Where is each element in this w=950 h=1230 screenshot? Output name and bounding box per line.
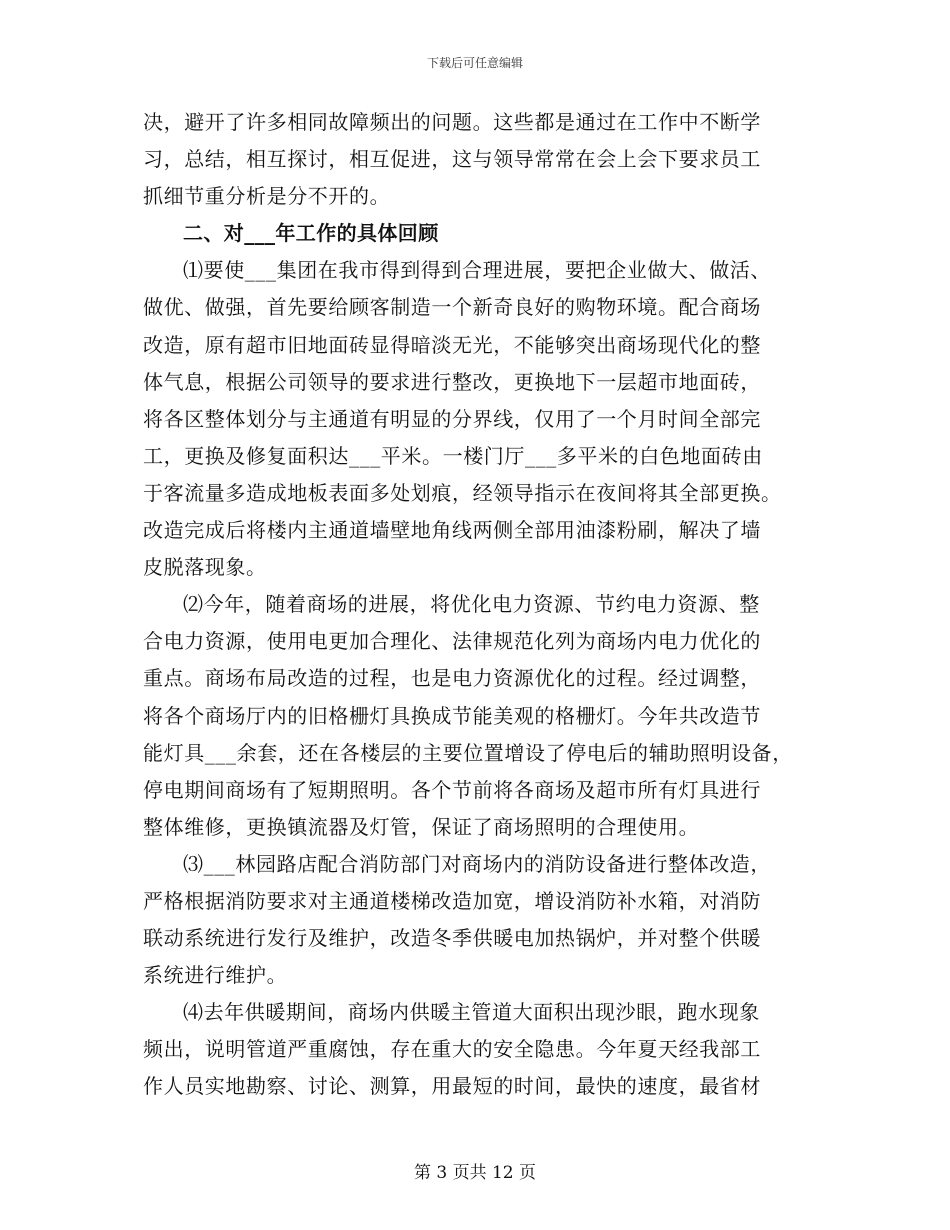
body-line: 将各个商场厅内的旧格栅灯具换成节能美观的格栅灯。今年共改造节 — [143, 703, 761, 728]
body-line: 改造，原有超市旧地面砖显得暗淡无光，不能够突出商场现代化的整 — [143, 332, 761, 357]
paragraph-start-line: ⑵今年，随着商场的进展，将优化电力资源、节约电力资源、整 — [183, 592, 760, 617]
body-line: 能灯具___余套，还在各楼层的主要位置增设了停电后的辅助照明设备， — [143, 740, 793, 765]
body-line: 停电期间商场有了短期照明。各个节前将各商场及超市所有灯具进行 — [143, 777, 761, 802]
page-header: 下载后可任意编辑 — [426, 56, 523, 70]
paragraph-start-line: ⑴要使___集团在我市得到得到合理进展，要把企业做大、做活、 — [183, 258, 771, 283]
body-line: 体气息，根据公司领导的要求进行整改，更换地下一层超市地面砖， — [143, 369, 761, 394]
body-line: 皮脱落现象。 — [143, 555, 267, 580]
page-footer: 第 3 页共 12 页 — [413, 1163, 537, 1183]
paragraph-start-line: ⑷去年供暖期间，商场内供暖主管道大面积出现沙眼，跑水现象 — [183, 1000, 760, 1025]
body-line: 合电力资源，使用电更加合理化、法律规范化列为商场内电力优化的 — [143, 629, 761, 654]
body-line: 作人员实地勘察、讨论、测算，用最短的时间，最快的速度，最省材 — [143, 1074, 761, 1099]
body-line: 整体维修，更换镇流器及灯管，保证了商场照明的合理使用。 — [143, 814, 700, 839]
body-line: 重点。商场布局改造的过程，也是电力资源优化的过程。经过调整， — [143, 666, 761, 691]
section-heading: 二、对___年工作的具体回顾 — [183, 221, 439, 246]
body-line: 将各区整体划分与主通道有明显的分界线，仅用了一个月时间全部完 — [143, 406, 761, 431]
body-line: 改造完成后将楼内主通道墙壁地角线两侧全部用油漆粉刷，解决了墙 — [143, 518, 761, 543]
document-body — [143, 104, 815, 1106]
body-line: 工，更换及修复面积达___平米。一楼门厅___多平米的白色地面砖由 — [143, 443, 763, 468]
body-line: 做优、做强，首先要给顾客制造一个新奇良好的购物环境。配合商场 — [143, 295, 761, 320]
body-line: 系统进行维护。 — [143, 963, 288, 988]
body-line: 频出，说明管道严重腐蚀，存在重大的安全隐患。今年夏天经我部工 — [143, 1037, 761, 1062]
body-line: 习，总结，相互探讨，相互促进，这与领导常常在会上会下要求员工 — [143, 147, 761, 172]
body-line: 于客流量多造成地板表面多处划痕，经领导指示在夜间将其全部更换。 — [143, 480, 782, 505]
body-line: 决，避开了许多相同故障频出的问题。这些都是通过在工作中不断学 — [143, 110, 761, 134]
body-line: 联动系统进行发行及维护，改造冬季供暖电加热锅炉，并对整个供暖 — [143, 926, 761, 951]
body-line: 抓细节重分析是分不开的。 — [143, 184, 391, 209]
body-line: 严格根据消防要求对主通道楼梯改造加宽，增设消防补水箱，对消防 — [143, 888, 761, 913]
paragraph-start-line: ⑶___林园路店配合消防部门对商场内的消防设备进行整体改造， — [183, 851, 771, 876]
